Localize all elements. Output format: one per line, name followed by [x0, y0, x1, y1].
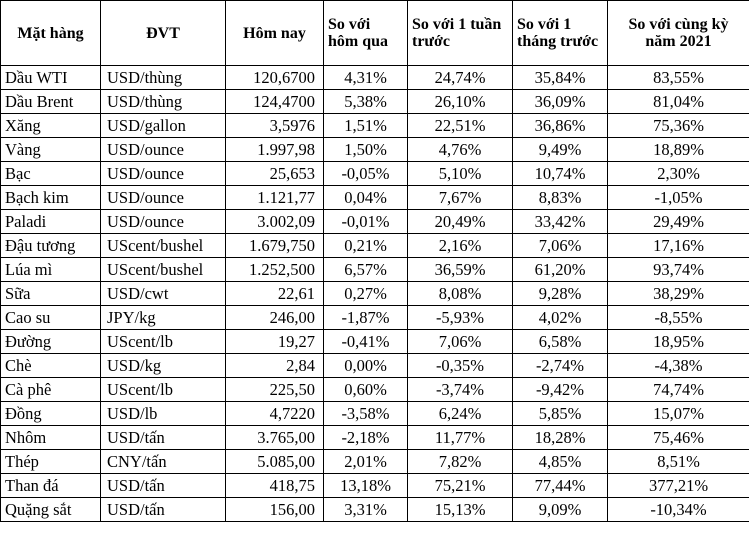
cell-unit: UScent/lb	[101, 378, 226, 402]
table-row	[1, 474, 749, 498]
cell-vs-yesterday: 2,01%	[324, 450, 408, 474]
cell-vs-month: -2,74%	[513, 354, 608, 378]
header-today: Hôm nay	[226, 1, 324, 66]
cell-vs-month: -9,42%	[513, 378, 608, 402]
cell-today: 120,6700	[226, 66, 324, 90]
cell-vs-year: 74,74%	[608, 378, 749, 402]
header-item: Mặt hàng	[1, 1, 101, 66]
cell-vs-month: 36,09%	[513, 90, 608, 114]
cell-vs-week: 26,10%	[408, 90, 513, 114]
header-row	[1, 1, 749, 66]
cell-vs-week: 22,51%	[408, 114, 513, 138]
cell-vs-yesterday: -0,41%	[324, 330, 408, 354]
cell-vs-month: 6,58%	[513, 330, 608, 354]
table-row	[1, 138, 749, 162]
cell-vs-yesterday: 5,38%	[324, 90, 408, 114]
table-row	[1, 66, 749, 90]
cell-vs-year: 18,89%	[608, 138, 749, 162]
cell-vs-month: 9,09%	[513, 498, 608, 522]
cell-vs-year: 29,49%	[608, 210, 749, 234]
table-row	[1, 306, 749, 330]
cell-today: 2,84	[226, 354, 324, 378]
cell-today: 418,75	[226, 474, 324, 498]
table-row	[1, 498, 749, 522]
cell-vs-yesterday: 3,31%	[324, 498, 408, 522]
cell-item: Đậu tương	[1, 234, 101, 258]
cell-vs-year: 17,16%	[608, 234, 749, 258]
cell-vs-week: 7,82%	[408, 450, 513, 474]
table-row	[1, 234, 749, 258]
table-row	[1, 378, 749, 402]
cell-unit: USD/ounce	[101, 210, 226, 234]
cell-vs-month: 5,85%	[513, 402, 608, 426]
cell-today: 156,00	[226, 498, 324, 522]
cell-vs-month: 61,20%	[513, 258, 608, 282]
cell-item: Dầu Brent	[1, 90, 101, 114]
table-row	[1, 354, 749, 378]
cell-unit: CNY/tấn	[101, 450, 226, 474]
cell-vs-week: 24,74%	[408, 66, 513, 90]
cell-item: Đồng	[1, 402, 101, 426]
cell-unit: USD/cwt	[101, 282, 226, 306]
cell-unit: UScent/lb	[101, 330, 226, 354]
table-row	[1, 162, 749, 186]
cell-item: Bạc	[1, 162, 101, 186]
cell-vs-yesterday: 13,18%	[324, 474, 408, 498]
cell-today: 19,27	[226, 330, 324, 354]
cell-vs-month: 7,06%	[513, 234, 608, 258]
cell-item: Thép	[1, 450, 101, 474]
cell-today: 22,61	[226, 282, 324, 306]
cell-vs-month: 4,85%	[513, 450, 608, 474]
cell-item: Quặng sắt	[1, 498, 101, 522]
cell-vs-year: 75,46%	[608, 426, 749, 450]
cell-vs-yesterday: 0,04%	[324, 186, 408, 210]
cell-vs-week: 2,16%	[408, 234, 513, 258]
cell-vs-month: 33,42%	[513, 210, 608, 234]
cell-unit: USD/tấn	[101, 498, 226, 522]
cell-vs-yesterday: -0,01%	[324, 210, 408, 234]
cell-vs-week: -3,74%	[408, 378, 513, 402]
cell-vs-month: 10,74%	[513, 162, 608, 186]
cell-vs-week: -0,35%	[408, 354, 513, 378]
cell-item: Cà phê	[1, 378, 101, 402]
cell-unit: USD/tấn	[101, 474, 226, 498]
cell-vs-year: 75,36%	[608, 114, 749, 138]
header-vs-week: So với 1 tuần trước	[408, 1, 513, 66]
cell-unit: USD/ounce	[101, 138, 226, 162]
cell-today: 25,653	[226, 162, 324, 186]
cell-item: Bạch kim	[1, 186, 101, 210]
cell-vs-week: 6,24%	[408, 402, 513, 426]
cell-item: Sữa	[1, 282, 101, 306]
cell-vs-year: 81,04%	[608, 90, 749, 114]
cell-unit: JPY/kg	[101, 306, 226, 330]
cell-today: 1.679,750	[226, 234, 324, 258]
cell-vs-yesterday: 0,60%	[324, 378, 408, 402]
table-row	[1, 210, 749, 234]
cell-vs-yesterday: 0,21%	[324, 234, 408, 258]
cell-unit: USD/ounce	[101, 162, 226, 186]
cell-vs-week: -5,93%	[408, 306, 513, 330]
cell-vs-year: 38,29%	[608, 282, 749, 306]
cell-vs-week: 11,77%	[408, 426, 513, 450]
header-unit: ĐVT	[101, 1, 226, 66]
cell-unit: USD/thùng	[101, 66, 226, 90]
cell-unit: UScent/bushel	[101, 234, 226, 258]
cell-vs-month: 18,28%	[513, 426, 608, 450]
cell-vs-month: 35,84%	[513, 66, 608, 90]
cell-unit: USD/ounce	[101, 186, 226, 210]
cell-vs-yesterday: 1,51%	[324, 114, 408, 138]
cell-vs-month: 9,49%	[513, 138, 608, 162]
cell-item: Cao su	[1, 306, 101, 330]
cell-vs-yesterday: 4,31%	[324, 66, 408, 90]
cell-vs-year: -1,05%	[608, 186, 749, 210]
cell-vs-week: 20,49%	[408, 210, 513, 234]
cell-vs-yesterday: 6,57%	[324, 258, 408, 282]
cell-unit: USD/gallon	[101, 114, 226, 138]
cell-vs-yesterday: 1,50%	[324, 138, 408, 162]
cell-vs-month: 4,02%	[513, 306, 608, 330]
cell-vs-yesterday: 0,00%	[324, 354, 408, 378]
table-row	[1, 114, 749, 138]
cell-item: Nhôm	[1, 426, 101, 450]
cell-vs-month: 77,44%	[513, 474, 608, 498]
table-row	[1, 186, 749, 210]
cell-vs-year: -4,38%	[608, 354, 749, 378]
cell-vs-year: 377,21%	[608, 474, 749, 498]
cell-vs-year: -10,34%	[608, 498, 749, 522]
cell-vs-year: 83,55%	[608, 66, 749, 90]
cell-item: Vàng	[1, 138, 101, 162]
cell-vs-year: 18,95%	[608, 330, 749, 354]
table-row	[1, 258, 749, 282]
table-row	[1, 90, 749, 114]
cell-today: 225,50	[226, 378, 324, 402]
cell-today: 5.085,00	[226, 450, 324, 474]
cell-item: Đường	[1, 330, 101, 354]
cell-today: 3.002,09	[226, 210, 324, 234]
cell-today: 4,7220	[226, 402, 324, 426]
cell-vs-week: 8,08%	[408, 282, 513, 306]
cell-item: Dầu WTI	[1, 66, 101, 90]
cell-vs-week: 7,67%	[408, 186, 513, 210]
table-row	[1, 402, 749, 426]
table-row	[1, 426, 749, 450]
cell-vs-yesterday: -2,18%	[324, 426, 408, 450]
table-row	[1, 330, 749, 354]
cell-unit: USD/thùng	[101, 90, 226, 114]
cell-vs-week: 4,76%	[408, 138, 513, 162]
cell-today: 1.121,77	[226, 186, 324, 210]
header-vs-year: So với cùng kỳ năm 2021	[608, 1, 749, 66]
cell-today: 124,4700	[226, 90, 324, 114]
cell-vs-year: 2,30%	[608, 162, 749, 186]
cell-vs-yesterday: -1,87%	[324, 306, 408, 330]
cell-vs-year: 8,51%	[608, 450, 749, 474]
cell-unit: USD/kg	[101, 354, 226, 378]
cell-vs-week: 7,06%	[408, 330, 513, 354]
cell-item: Paladi	[1, 210, 101, 234]
cell-vs-week: 15,13%	[408, 498, 513, 522]
cell-unit: USD/lb	[101, 402, 226, 426]
cell-vs-yesterday: -3,58%	[324, 402, 408, 426]
cell-vs-year: 93,74%	[608, 258, 749, 282]
cell-vs-week: 75,21%	[408, 474, 513, 498]
cell-vs-month: 9,28%	[513, 282, 608, 306]
table-body	[1, 66, 749, 522]
cell-today: 1.997,98	[226, 138, 324, 162]
cell-item: Than đá	[1, 474, 101, 498]
cell-vs-yesterday: -0,05%	[324, 162, 408, 186]
cell-vs-yesterday: 0,27%	[324, 282, 408, 306]
cell-today: 3.765,00	[226, 426, 324, 450]
header-vs-month: So với 1 tháng trước	[513, 1, 608, 66]
cell-vs-week: 36,59%	[408, 258, 513, 282]
cell-vs-year: -8,55%	[608, 306, 749, 330]
cell-item: Chè	[1, 354, 101, 378]
cell-today: 3,5976	[226, 114, 324, 138]
header-vs-yesterday: So với hôm qua	[324, 1, 408, 66]
cell-item: Lúa mì	[1, 258, 101, 282]
cell-today: 1.252,500	[226, 258, 324, 282]
cell-item: Xăng	[1, 114, 101, 138]
table-row	[1, 282, 749, 306]
table-row	[1, 450, 749, 474]
cell-vs-year: 15,07%	[608, 402, 749, 426]
cell-unit: USD/tấn	[101, 426, 226, 450]
cell-vs-month: 8,83%	[513, 186, 608, 210]
cell-vs-month: 36,86%	[513, 114, 608, 138]
cell-today: 246,00	[226, 306, 324, 330]
cell-unit: UScent/bushel	[101, 258, 226, 282]
cell-vs-week: 5,10%	[408, 162, 513, 186]
